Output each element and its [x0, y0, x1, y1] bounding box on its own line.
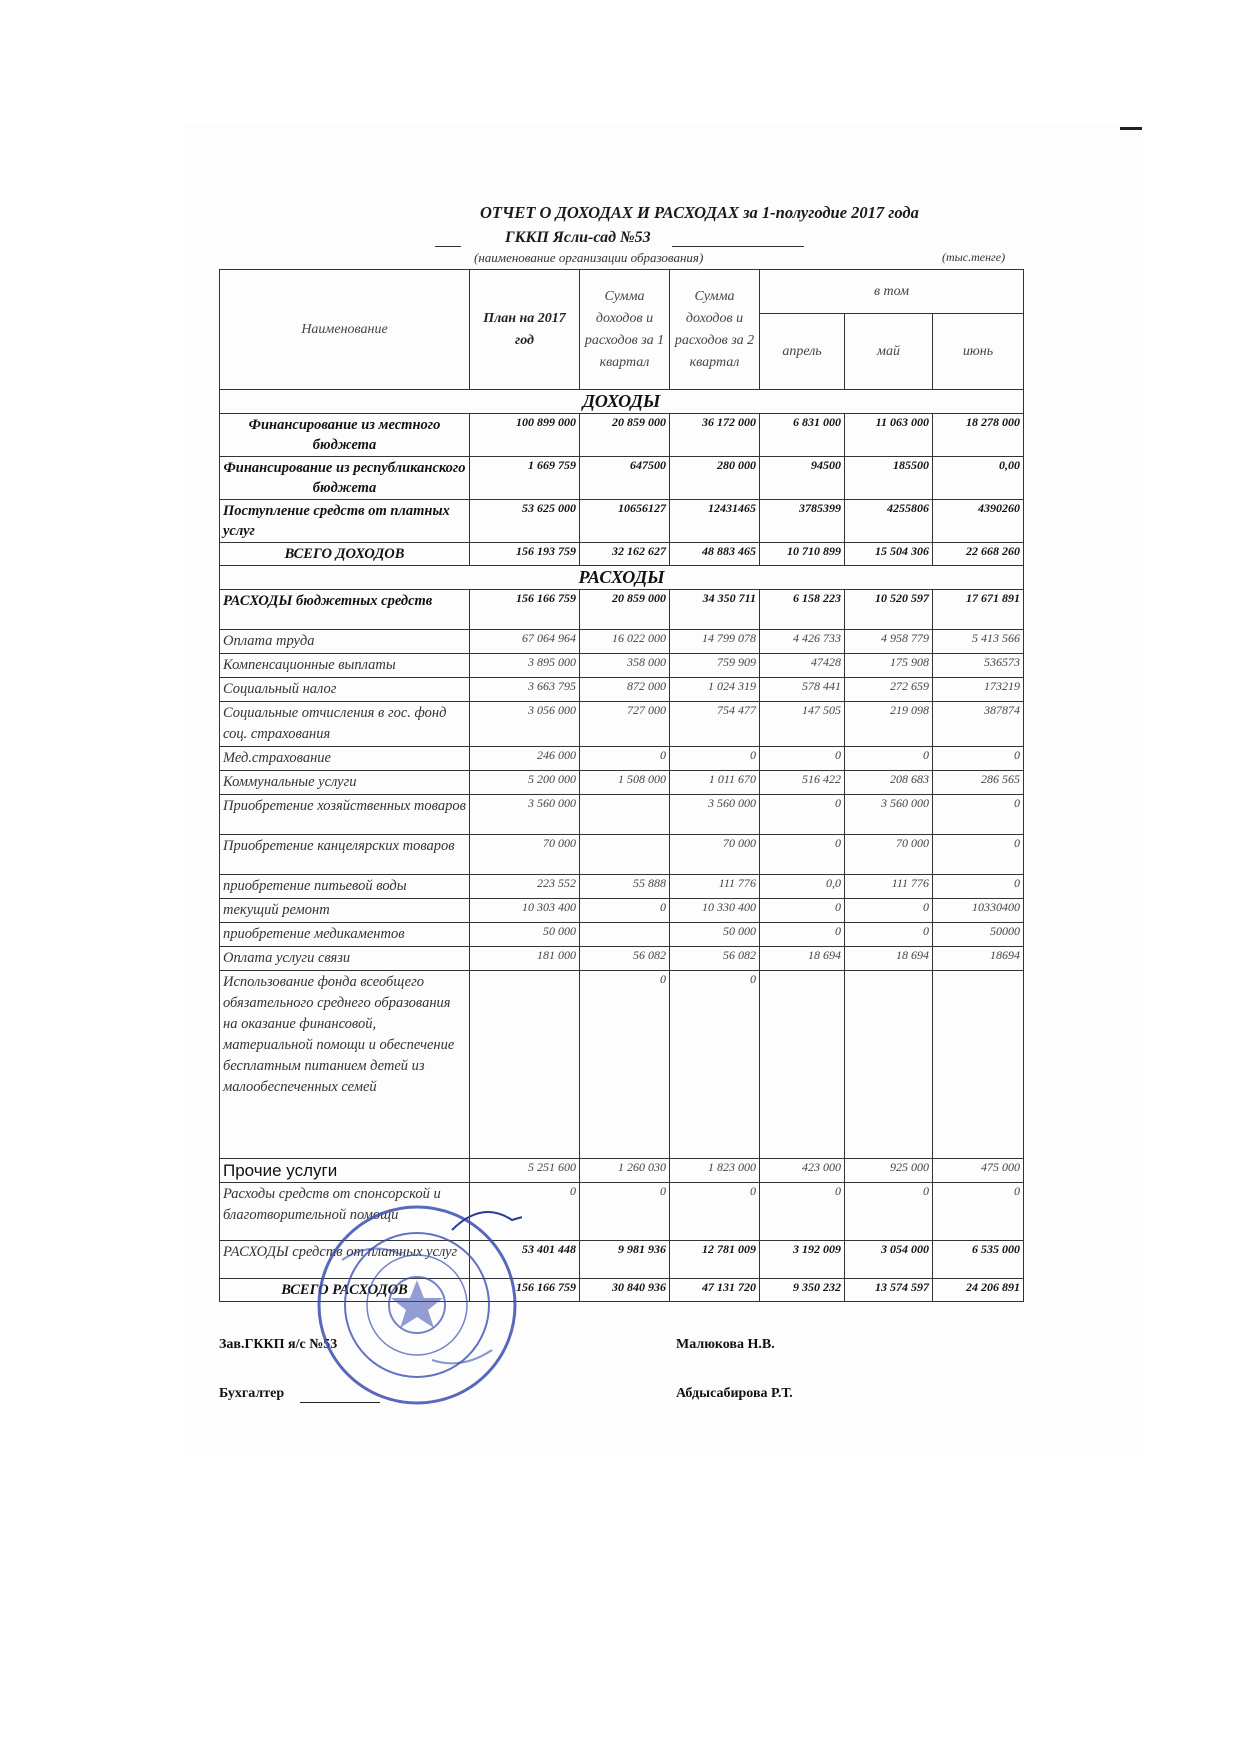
expense-row [220, 1159, 1024, 1183]
income-row [220, 457, 1024, 500]
expense-q2-value: 1 011 670 [670, 771, 760, 795]
expense-name: Мед.страхование [220, 747, 470, 771]
expense-may-value: 3 054 000 [845, 1241, 933, 1279]
expense-name: РАСХОДЫ средств от платных услуг [220, 1241, 470, 1279]
expense-q1-value [580, 923, 670, 947]
expense-row [220, 947, 1024, 971]
expense-row [220, 678, 1024, 702]
expense-name: Расходы средств от спонсорской и благотворительной помощи [220, 1183, 470, 1241]
expense-april-value: 516 422 [760, 771, 845, 795]
income-q1-value: 647500 [580, 457, 670, 500]
income-june-value: 4390260 [933, 500, 1024, 543]
expense-q1-value: 30 840 936 [580, 1279, 670, 1302]
expense-row [220, 747, 1024, 771]
expense-june-value: 387874 [933, 702, 1024, 747]
expense-june-value: 10330400 [933, 899, 1024, 923]
expense-q2-value: 754 477 [670, 702, 760, 747]
expense-row [220, 795, 1024, 835]
expense-q1-value: 0 [580, 1183, 670, 1241]
organization-seal [312, 1200, 522, 1410]
expense-june-value: 536573 [933, 654, 1024, 678]
expense-may-value: 208 683 [845, 771, 933, 795]
expense-april-value: 0 [760, 835, 845, 875]
expense-row [220, 875, 1024, 899]
expense-june-value: 0 [933, 795, 1024, 835]
expense-june-value: 0 [933, 1183, 1024, 1241]
expense-q1-value: 358 000 [580, 654, 670, 678]
income-plan-value: 100 899 000 [470, 414, 580, 457]
expense-q2-value: 0 [670, 747, 760, 771]
expense-may-value: 175 908 [845, 654, 933, 678]
income-q2-value: 280 000 [670, 457, 760, 500]
expense-june-value: 50000 [933, 923, 1024, 947]
expense-april-value: 578 441 [760, 678, 845, 702]
expense-q1-value: 0 [580, 971, 670, 1159]
expense-may-value: 111 776 [845, 875, 933, 899]
expense-april-value: 47428 [760, 654, 845, 678]
org-left-dash [435, 246, 461, 247]
income-row [220, 500, 1024, 543]
expense-name: Оплата труда [220, 630, 470, 654]
expense-plan-value: 70 000 [470, 835, 580, 875]
expense-april-value: 0 [760, 923, 845, 947]
expense-q1-value: 56 082 [580, 947, 670, 971]
expense-row [220, 835, 1024, 875]
income-name: ВСЕГО ДОХОДОВ [220, 543, 470, 566]
expense-row [220, 590, 1024, 630]
expense-june-value: 0 [933, 875, 1024, 899]
expense-q2-value: 70 000 [670, 835, 760, 875]
income-name: Финансирование из местного бюджета [220, 414, 470, 457]
expense-q2-value: 1 024 319 [670, 678, 760, 702]
expense-q2-value: 12 781 009 [670, 1241, 760, 1279]
expenses-section-row [220, 566, 1024, 590]
col-header-q1: Сумма доходов и расходов за 1 квартал [580, 270, 670, 390]
expense-name: Оплата услуги связи [220, 947, 470, 971]
expense-q1-value: 20 859 000 [580, 590, 670, 630]
income-june-value: 18 278 000 [933, 414, 1024, 457]
expense-q1-value: 872 000 [580, 678, 670, 702]
expense-name: Приобретение канцелярских товаров [220, 835, 470, 875]
expense-june-value: 18694 [933, 947, 1024, 971]
col-header-june: июнь [933, 314, 1024, 390]
expenses-section-title: РАСХОДЫ [220, 566, 1024, 590]
expense-q1-value [580, 835, 670, 875]
expense-plan-value: 156 166 759 [470, 1279, 580, 1302]
col-header-group: в том [760, 270, 1024, 314]
income-q1-value: 20 859 000 [580, 414, 670, 457]
expense-may-value: 0 [845, 1183, 933, 1241]
income-june-value: 22 668 260 [933, 543, 1024, 566]
income-may-value: 4255806 [845, 500, 933, 543]
expense-name: приобретение питьевой воды [220, 875, 470, 899]
income-section-title: ДОХОДЫ [220, 390, 1024, 414]
expense-june-value: 475 000 [933, 1159, 1024, 1183]
expense-name: Прочие услуги [220, 1159, 470, 1183]
expense-plan-value: 223 552 [470, 875, 580, 899]
expense-may-value: 0 [845, 747, 933, 771]
accountant-signature-label: Бухгалтер [219, 1386, 285, 1401]
organization-name: ГККП Ясли-сад №53 [505, 229, 651, 246]
expense-april-value: 147 505 [760, 702, 845, 747]
col-header-may: май [845, 314, 933, 390]
expense-q2-value: 0 [670, 1183, 760, 1241]
expense-april-value [760, 971, 845, 1159]
income-q2-value: 48 883 465 [670, 543, 760, 566]
expense-may-value: 925 000 [845, 1159, 933, 1183]
expense-april-value: 3 192 009 [760, 1241, 845, 1279]
expense-plan-value: 53 401 448 [470, 1241, 580, 1279]
col-header-name: Наименование [220, 270, 470, 390]
expense-q1-value: 9 981 936 [580, 1241, 670, 1279]
expense-may-value: 18 694 [845, 947, 933, 971]
organization-caption: (наименование организации образования) [474, 250, 704, 265]
head-signature-label: Зав.ГККП я/с №53 [219, 1337, 338, 1352]
expense-plan-value: 181 000 [470, 947, 580, 971]
expense-q2-value: 1 823 000 [670, 1159, 760, 1183]
expense-name: Приобретение хозяйственных товаров [220, 795, 470, 835]
expense-april-value: 0 [760, 1183, 845, 1241]
income-row [220, 414, 1024, 457]
expense-q2-value: 111 776 [670, 875, 760, 899]
expense-q2-value: 0 [670, 971, 760, 1159]
expense-q1-value: 16 022 000 [580, 630, 670, 654]
expense-name: РАСХОДЫ бюджетных средств [220, 590, 470, 630]
expense-name: Использование фонда всеобщего обязательного среднего образования на оказание финансовой, материальной помощи и обеспечение бесплатным питанием детей из малообеспеченных семей [220, 971, 470, 1159]
expense-june-value: 5 413 566 [933, 630, 1024, 654]
expense-may-value: 3 560 000 [845, 795, 933, 835]
income-may-value: 185500 [845, 457, 933, 500]
expense-plan-value [470, 971, 580, 1159]
expense-april-value: 0,0 [760, 875, 845, 899]
expense-q2-value: 14 799 078 [670, 630, 760, 654]
expense-april-value: 0 [760, 795, 845, 835]
expense-row [220, 771, 1024, 795]
expense-june-value: 173219 [933, 678, 1024, 702]
expense-june-value: 0 [933, 747, 1024, 771]
expense-may-value: 272 659 [845, 678, 933, 702]
income-row [220, 543, 1024, 566]
income-plan-value: 156 193 759 [470, 543, 580, 566]
corner-mark [1120, 127, 1142, 130]
expense-name: Социальный налог [220, 678, 470, 702]
expense-q1-value: 1 508 000 [580, 771, 670, 795]
income-june-value: 0,00 [933, 457, 1024, 500]
expense-q2-value: 50 000 [670, 923, 760, 947]
income-section-row [220, 390, 1024, 414]
income-april-value: 94500 [760, 457, 845, 500]
expense-row [220, 899, 1024, 923]
expense-q2-value: 47 131 720 [670, 1279, 760, 1302]
expense-name: ВСЕГО РАСХОДОВ [220, 1279, 470, 1302]
expense-q2-value: 34 350 711 [670, 590, 760, 630]
expense-plan-value: 50 000 [470, 923, 580, 947]
expense-row [220, 702, 1024, 747]
expense-april-value: 9 350 232 [760, 1279, 845, 1302]
income-name: Поступление средств от платных услуг [220, 500, 470, 543]
expense-name: Социальные отчисления в гос. фонд соц. страхования [220, 702, 470, 747]
expense-may-value: 70 000 [845, 835, 933, 875]
expense-q2-value: 10 330 400 [670, 899, 760, 923]
expense-row [220, 923, 1024, 947]
report-table [219, 269, 1024, 1302]
expense-q1-value: 0 [580, 747, 670, 771]
head-signature-name: Малюкова Н.В. [676, 1337, 775, 1352]
expense-q2-value: 56 082 [670, 947, 760, 971]
expense-q2-value: 3 560 000 [670, 795, 760, 835]
expense-june-value: 6 535 000 [933, 1241, 1024, 1279]
expense-q1-value: 1 260 030 [580, 1159, 670, 1183]
expense-may-value: 10 520 597 [845, 590, 933, 630]
expense-may-value: 219 098 [845, 702, 933, 747]
expense-plan-value: 156 166 759 [470, 590, 580, 630]
income-name: Финансирование из республиканского бюджета [220, 457, 470, 500]
expense-name: Коммунальные услуги [220, 771, 470, 795]
expense-plan-value: 0 [470, 1183, 580, 1241]
expense-june-value: 0 [933, 835, 1024, 875]
expense-row [220, 654, 1024, 678]
expense-plan-value: 10 303 400 [470, 899, 580, 923]
expense-april-value: 423 000 [760, 1159, 845, 1183]
expense-june-value: 24 206 891 [933, 1279, 1024, 1302]
expense-june-value: 286 565 [933, 771, 1024, 795]
income-may-value: 15 504 306 [845, 543, 933, 566]
income-q2-value: 12431465 [670, 500, 760, 543]
col-header-q2: Сумма доходов и расходов за 2 квартал [670, 270, 760, 390]
expense-plan-value: 246 000 [470, 747, 580, 771]
expense-plan-value: 5 251 600 [470, 1159, 580, 1183]
unit-label: (тыс.тенге) [942, 250, 1006, 264]
expense-row [220, 971, 1024, 1159]
income-plan-value: 1 669 759 [470, 457, 580, 500]
expense-may-value [845, 971, 933, 1159]
income-q1-value: 32 162 627 [580, 543, 670, 566]
expense-april-value: 0 [760, 899, 845, 923]
expense-plan-value: 5 200 000 [470, 771, 580, 795]
expense-q2-value: 759 909 [670, 654, 760, 678]
expense-april-value: 6 158 223 [760, 590, 845, 630]
org-underline [672, 246, 804, 247]
expense-q1-value: 0 [580, 899, 670, 923]
expense-plan-value: 3 663 795 [470, 678, 580, 702]
expense-april-value: 4 426 733 [760, 630, 845, 654]
expense-name: приобретение медикаментов [220, 923, 470, 947]
report-title: ОТЧЕТ О ДОХОДАХ И РАСХОДАХ за 1-полугодие 2017 года [480, 203, 919, 222]
col-header-april: апрель [760, 314, 845, 390]
header-row-1 [220, 270, 1024, 314]
expense-april-value: 0 [760, 747, 845, 771]
expense-row [220, 630, 1024, 654]
income-april-value: 6 831 000 [760, 414, 845, 457]
expense-may-value: 4 958 779 [845, 630, 933, 654]
expense-plan-value: 3 560 000 [470, 795, 580, 835]
expense-plan-value: 3 056 000 [470, 702, 580, 747]
income-april-value: 10 710 899 [760, 543, 845, 566]
col-header-plan: План на 2017 год [470, 270, 580, 390]
income-q2-value: 36 172 000 [670, 414, 760, 457]
expense-q1-value: 55 888 [580, 875, 670, 899]
expense-june-value [933, 971, 1024, 1159]
expense-plan-value: 67 064 964 [470, 630, 580, 654]
expense-plan-value: 3 895 000 [470, 654, 580, 678]
expense-may-value: 0 [845, 923, 933, 947]
expense-name: текущий ремонт [220, 899, 470, 923]
expense-q1-value [580, 795, 670, 835]
income-plan-value: 53 625 000 [470, 500, 580, 543]
accountant-signature-name: Абдысабирова Р.Т. [676, 1386, 793, 1401]
expense-april-value: 18 694 [760, 947, 845, 971]
expense-may-value: 13 574 597 [845, 1279, 933, 1302]
expense-q1-value: 727 000 [580, 702, 670, 747]
expense-name: Компенсационные выплаты [220, 654, 470, 678]
income-may-value: 11 063 000 [845, 414, 933, 457]
income-april-value: 3785399 [760, 500, 845, 543]
expense-june-value: 17 671 891 [933, 590, 1024, 630]
income-q1-value: 10656127 [580, 500, 670, 543]
expense-may-value: 0 [845, 899, 933, 923]
